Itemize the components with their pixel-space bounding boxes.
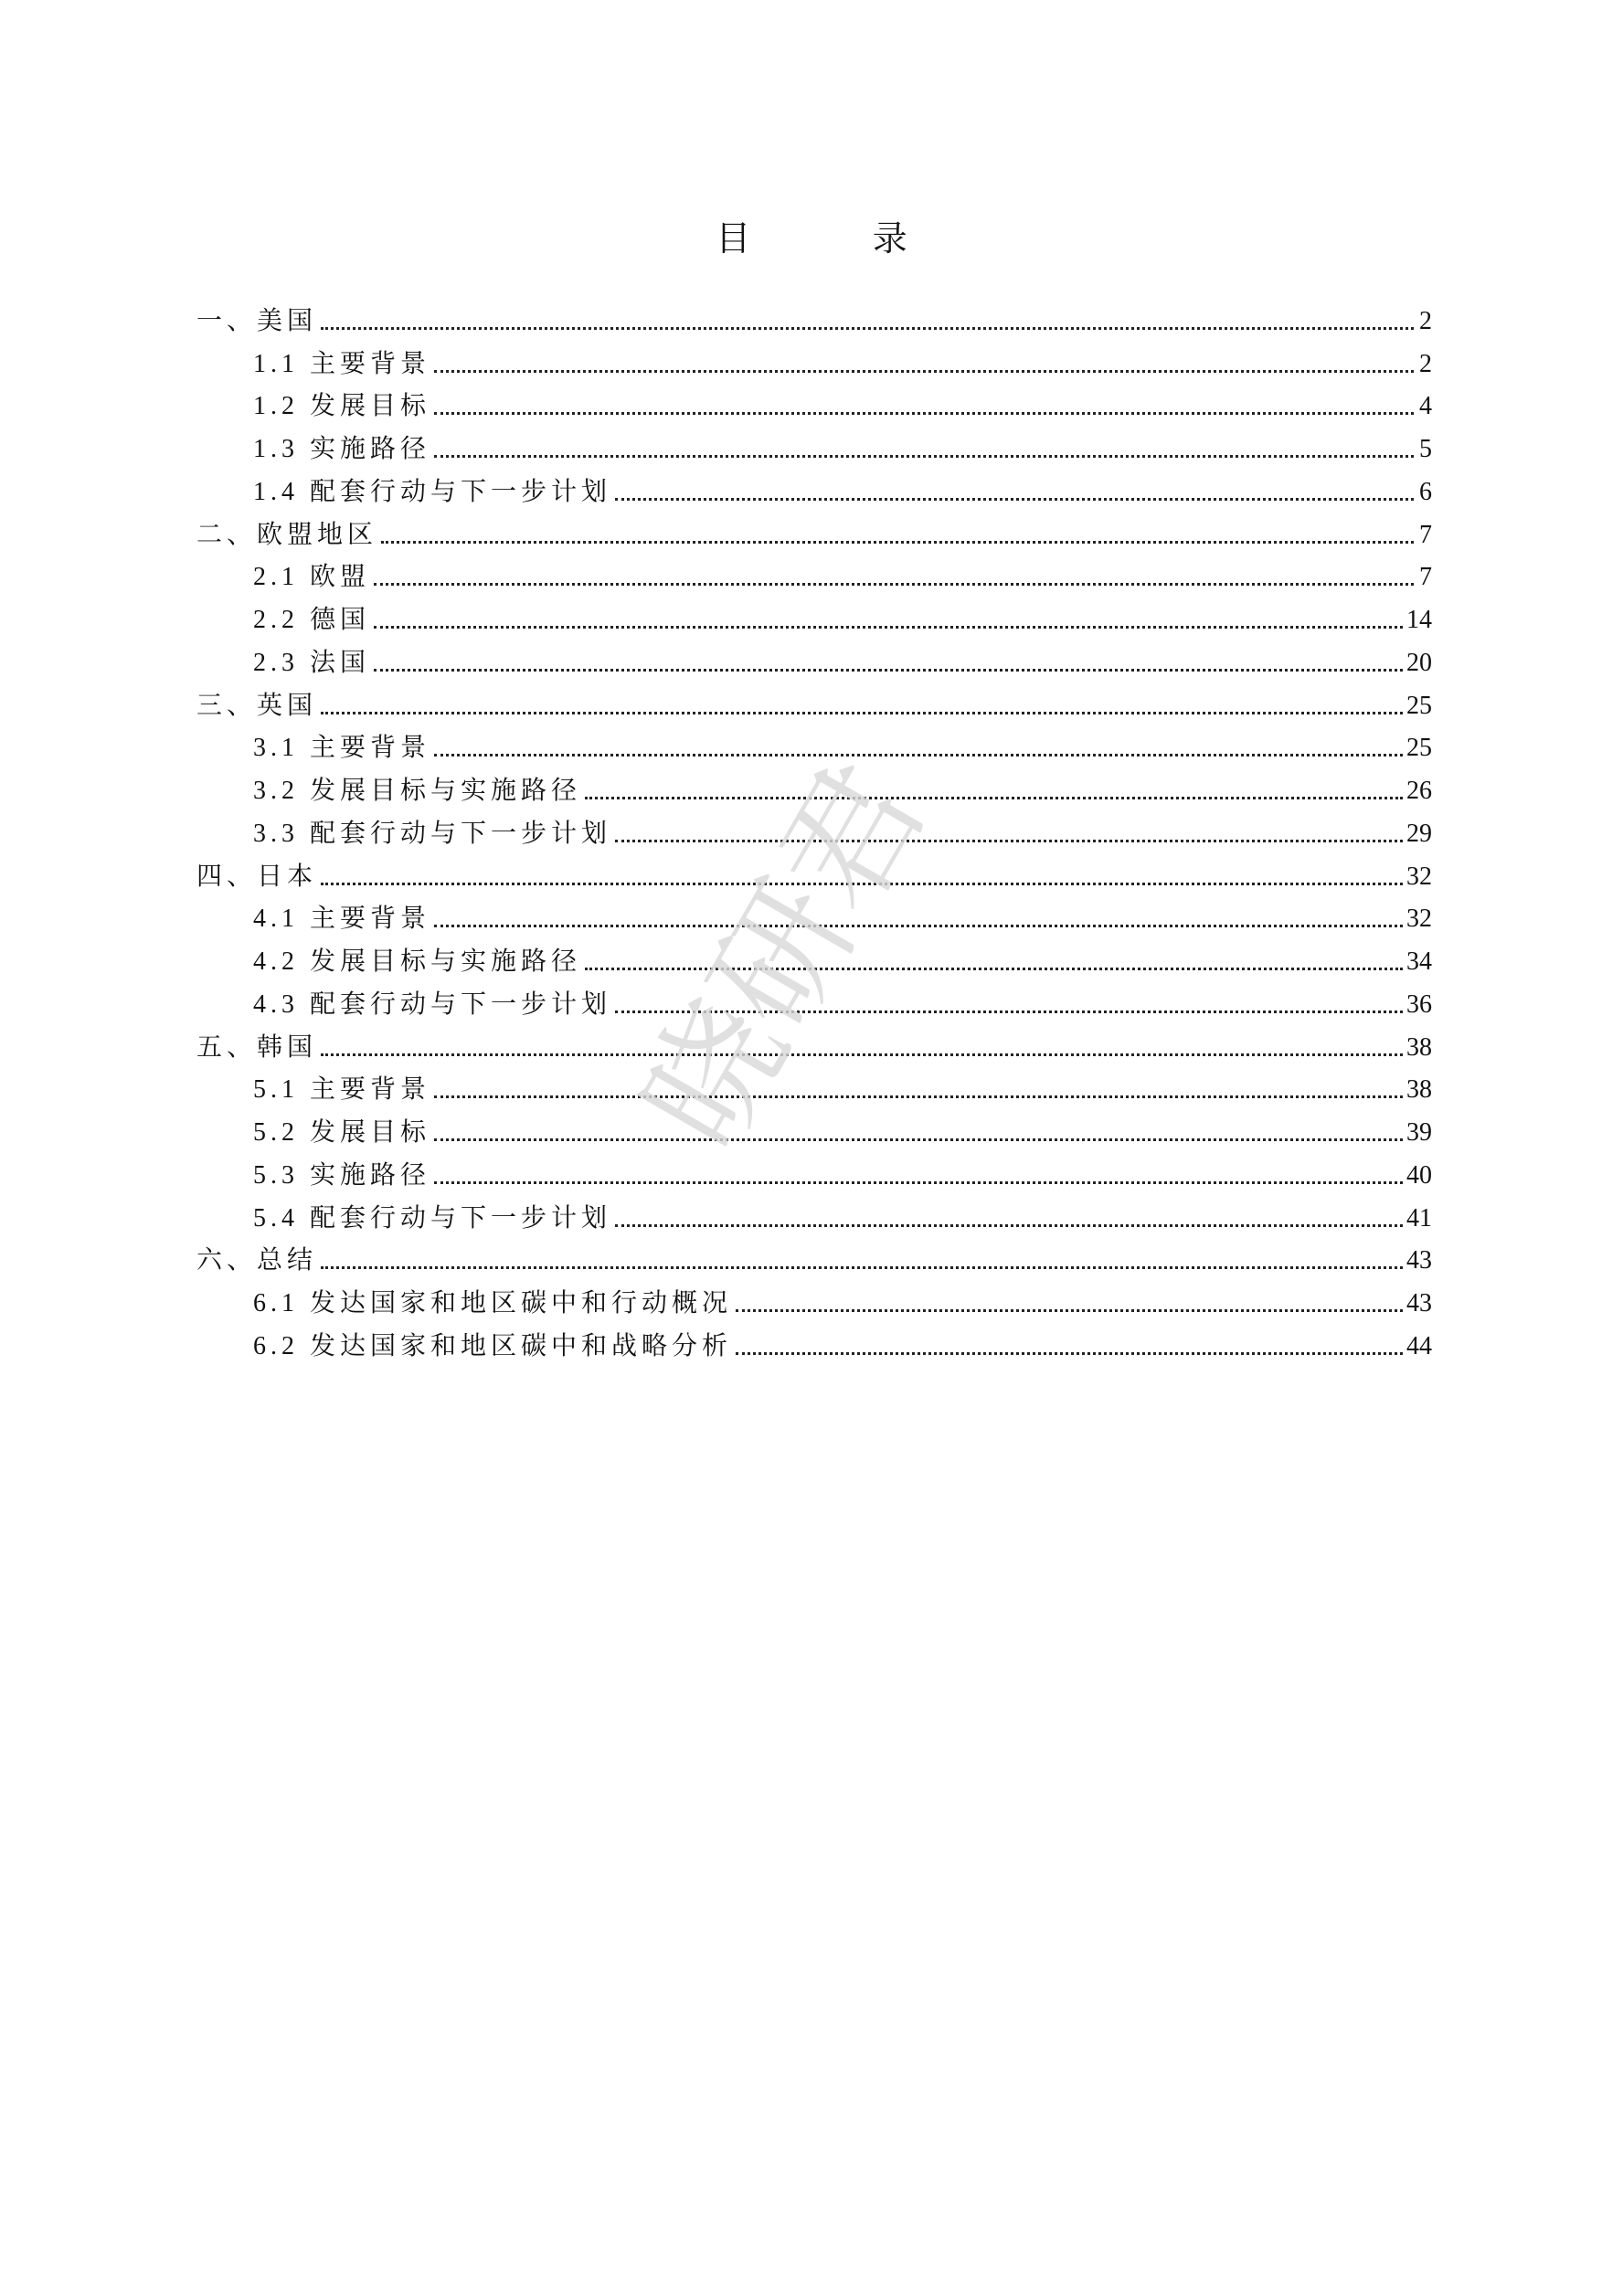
toc-page-number: 44	[1406, 1331, 1432, 1360]
dot-leader	[615, 498, 1414, 501]
toc-section-entry[interactable]	[196, 1197, 1432, 1240]
dot-leader	[615, 1010, 1403, 1013]
dot-leader	[434, 455, 1414, 458]
toc-entry-label: 四、日本	[196, 862, 318, 891]
toc-section-entry[interactable]	[196, 556, 1432, 599]
toc-section-entry[interactable]	[196, 598, 1432, 641]
toc-entry-label: 4.1 主要背景	[253, 905, 431, 934]
toc-page-number: 14	[1406, 606, 1432, 634]
dot-leader	[321, 1053, 1403, 1056]
toc-chapter-entry[interactable]	[196, 684, 1432, 727]
dot-leader	[374, 583, 1414, 586]
toc-page-number: 41	[1406, 1203, 1432, 1233]
toc-page-number: 7	[1419, 520, 1432, 549]
toc-page-number: 32	[1406, 862, 1432, 891]
dot-leader	[585, 797, 1403, 799]
toc-page-number: 25	[1406, 734, 1432, 763]
dot-leader	[321, 883, 1403, 885]
dot-leader	[434, 370, 1414, 373]
dot-leader	[321, 712, 1403, 714]
toc-page-number: 4	[1419, 392, 1432, 421]
toc-entry-label: 1.2 发展目标	[253, 392, 431, 421]
dot-leader	[381, 541, 1414, 544]
dot-leader	[434, 412, 1414, 415]
toc-entry-label: 六、总结	[196, 1246, 318, 1275]
toc-entry-label: 5.3 实施路径	[253, 1160, 431, 1190]
toc-section-entry[interactable]	[196, 727, 1432, 770]
toc-entry-label: 3.2 发展目标与实施路径	[253, 777, 582, 805]
toc-entry-label: 2.3 法国	[253, 648, 371, 677]
toc-section-entry[interactable]	[196, 1154, 1432, 1197]
toc-section-entry[interactable]	[196, 983, 1432, 1026]
toc-section-entry[interactable]	[196, 1111, 1432, 1154]
toc-section-entry[interactable]	[196, 898, 1432, 941]
table-of-contents	[196, 300, 1432, 1368]
dot-leader	[434, 1181, 1403, 1184]
dot-leader	[615, 840, 1403, 842]
toc-section-entry[interactable]	[196, 428, 1432, 471]
toc-entry-label: 6.1 发达国家和地区碳中和行动概况	[253, 1289, 733, 1317]
toc-chapter-entry[interactable]	[196, 513, 1432, 556]
dot-leader	[736, 1309, 1403, 1312]
toc-chapter-entry[interactable]	[196, 300, 1432, 343]
toc-entry-label: 5.4 配套行动与下一步计划	[253, 1203, 612, 1233]
toc-entry-label: 3.3 配套行动与下一步计划	[253, 819, 612, 848]
dot-leader	[585, 968, 1403, 970]
toc-entry-label: 2.2 德国	[253, 606, 371, 634]
toc-chapter-entry[interactable]	[196, 1026, 1432, 1069]
dot-leader	[374, 669, 1403, 672]
toc-chapter-entry[interactable]	[196, 1240, 1432, 1283]
toc-entry-label: 三、英国	[196, 691, 318, 720]
toc-section-entry[interactable]	[196, 769, 1432, 812]
toc-entry-label: 4.2 发展目标与实施路径	[253, 947, 582, 976]
toc-entry-label: 4.3 配套行动与下一步计划	[253, 989, 612, 1019]
toc-section-entry[interactable]	[196, 471, 1432, 513]
toc-page-number: 32	[1406, 905, 1432, 934]
dot-leader	[736, 1352, 1403, 1355]
toc-page-number: 2	[1419, 349, 1432, 378]
toc-page-number: 2	[1419, 306, 1432, 335]
toc-page-number: 25	[1406, 691, 1432, 720]
toc-page-number: 5	[1419, 435, 1432, 463]
watermark: 晓研君	[612, 737, 957, 1174]
toc-entry-label: 3.1 主要背景	[253, 734, 431, 763]
toc-entry-label: 二、欧盟地区	[196, 520, 378, 549]
dot-leader	[321, 327, 1414, 330]
toc-chapter-entry[interactable]	[196, 855, 1432, 898]
toc-section-entry[interactable]	[196, 641, 1432, 684]
toc-page-number: 38	[1406, 1032, 1432, 1062]
dot-leader	[374, 626, 1403, 629]
toc-entry-label: 1.4 配套行动与下一步计划	[253, 477, 612, 506]
dot-leader	[434, 1095, 1403, 1098]
toc-page-number: 26	[1406, 777, 1432, 805]
toc-page-number: 40	[1406, 1160, 1432, 1190]
dot-leader	[615, 1224, 1403, 1227]
toc-entry-label: 五、韩国	[196, 1032, 318, 1062]
toc-page-number: 36	[1406, 989, 1432, 1019]
dot-leader	[434, 754, 1403, 757]
toc-section-entry[interactable]	[196, 1069, 1432, 1112]
page-title: 目 录	[716, 220, 964, 259]
toc-entry-label: 1.3 实施路径	[253, 435, 431, 463]
toc-page-number: 7	[1419, 563, 1432, 592]
dot-leader	[434, 1138, 1403, 1141]
toc-page-number: 34	[1406, 947, 1432, 976]
toc-entry-label: 一、美国	[196, 306, 318, 335]
toc-section-entry[interactable]	[196, 386, 1432, 429]
dot-leader	[321, 1266, 1403, 1269]
toc-page-number: 6	[1419, 477, 1432, 506]
toc-page-number: 43	[1406, 1246, 1432, 1275]
toc-section-entry[interactable]	[196, 1282, 1432, 1325]
toc-entry-label: 2.1 欧盟	[253, 563, 371, 592]
toc-page-number: 20	[1406, 648, 1432, 677]
toc-section-entry[interactable]	[196, 1325, 1432, 1368]
toc-section-entry[interactable]	[196, 343, 1432, 386]
toc-entry-label: 6.2 发达国家和地区碳中和战略分析	[253, 1331, 733, 1360]
toc-section-entry[interactable]	[196, 940, 1432, 983]
toc-entry-label: 1.1 主要背景	[253, 349, 431, 378]
toc-page-number: 38	[1406, 1075, 1432, 1105]
toc-entry-label: 5.2 发展目标	[253, 1118, 431, 1147]
dot-leader	[434, 925, 1403, 927]
toc-page-number: 43	[1406, 1289, 1432, 1317]
toc-section-entry[interactable]	[196, 812, 1432, 855]
toc-entry-label: 5.1 主要背景	[253, 1075, 431, 1105]
toc-page-number: 39	[1406, 1118, 1432, 1147]
toc-page-number: 29	[1406, 819, 1432, 848]
